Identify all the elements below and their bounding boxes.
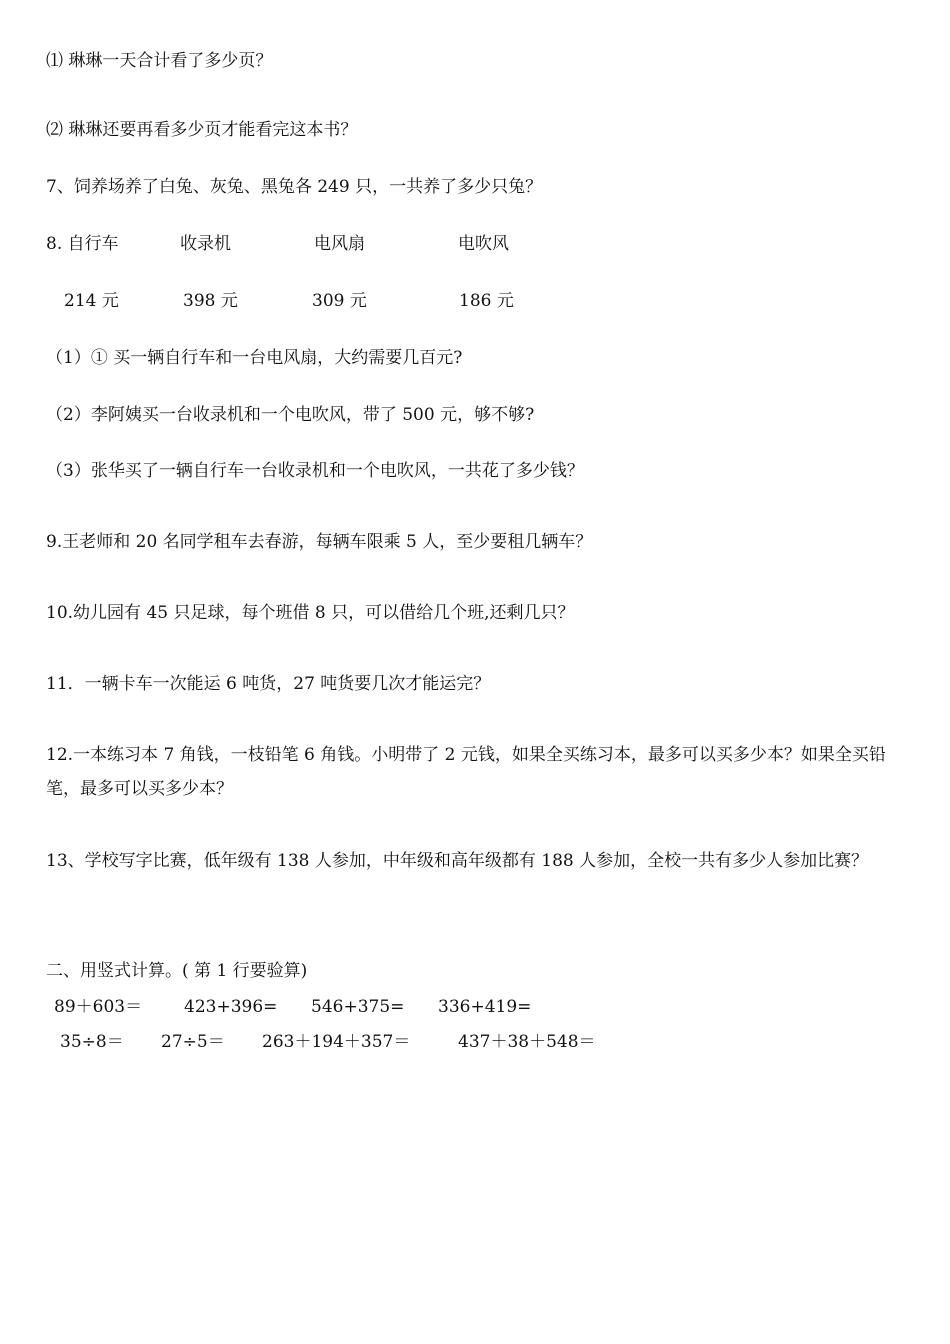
item-price: 186 元 [459, 291, 514, 311]
question-6-2: ⑵ 琳琳还要再看多少页才能看完这本书？ [46, 120, 358, 140]
calc-expression: 27÷5＝ [161, 1032, 225, 1052]
item-name: 电风扇 [314, 234, 365, 254]
question-8-2: （2）李阿姨买一台收录机和一个电吹风，带了 500 元，够不够? [46, 405, 535, 425]
calc-expression: 546+375= [311, 997, 405, 1017]
item-name: 电吹风 [458, 234, 509, 254]
calc-expression: 89＋603＝ [54, 997, 143, 1017]
item-name: 8. 自行车 [46, 234, 119, 254]
calc-expression: 437＋38＋548＝ [458, 1032, 596, 1052]
item-price: 398 元 [183, 291, 238, 311]
calc-expression: 423+396= [184, 997, 278, 1017]
question-9: 9.王老师和 20 名同学租车去春游，每辆车限乘 5 人，至少要租几辆车？ [46, 532, 593, 552]
question-6-1: ⑴ 琳琳一天合计看了多少页？ [46, 51, 273, 71]
section-2-title: 二、用竖式计算。( 第 1 行要验算) [46, 961, 308, 981]
question-13: 13、学校写字比赛，低年级有 138 人参加，中年级和高年级都有 188 人参加，全校一共有多少人参加比赛？ [46, 851, 869, 871]
calc-expression: 35÷8＝ [60, 1032, 124, 1052]
question-10: 10.幼儿园有 45 只足球，每个班借 8 只，可以借给几个班,还剩几只？ [46, 603, 575, 623]
question-12: 12.一本练习本 7 角钱，一枝铅笔 6 角钱。小明带了 2 元钱，如果全买练习本，最多可以买多少本？如果全买铅笔，最多可以买多少本？ [46, 745, 886, 799]
calc-expression: 263＋194＋357＝ [262, 1032, 411, 1052]
question-8-3: （3）张华买了一辆自行车一台收录机和一个电吹风，一共花了多少钱？ [46, 461, 584, 481]
item-name: 收录机 [180, 234, 231, 254]
calc-expression: 336+419= [438, 997, 532, 1017]
question-7: 7、饲养场养了白兔、灰兔、黑兔各 249 只，一共养了多少只兔？ [46, 177, 543, 197]
question-11: 11．一辆卡车一次能运 6 吨货，27 吨货要几次才能运完？ [46, 674, 491, 694]
item-price: 309 元 [312, 291, 367, 311]
question-8-1: （1）① 买一辆自行车和一台电风扇，大约需要几百元? [46, 348, 463, 368]
item-price: 214 元 [64, 291, 119, 311]
